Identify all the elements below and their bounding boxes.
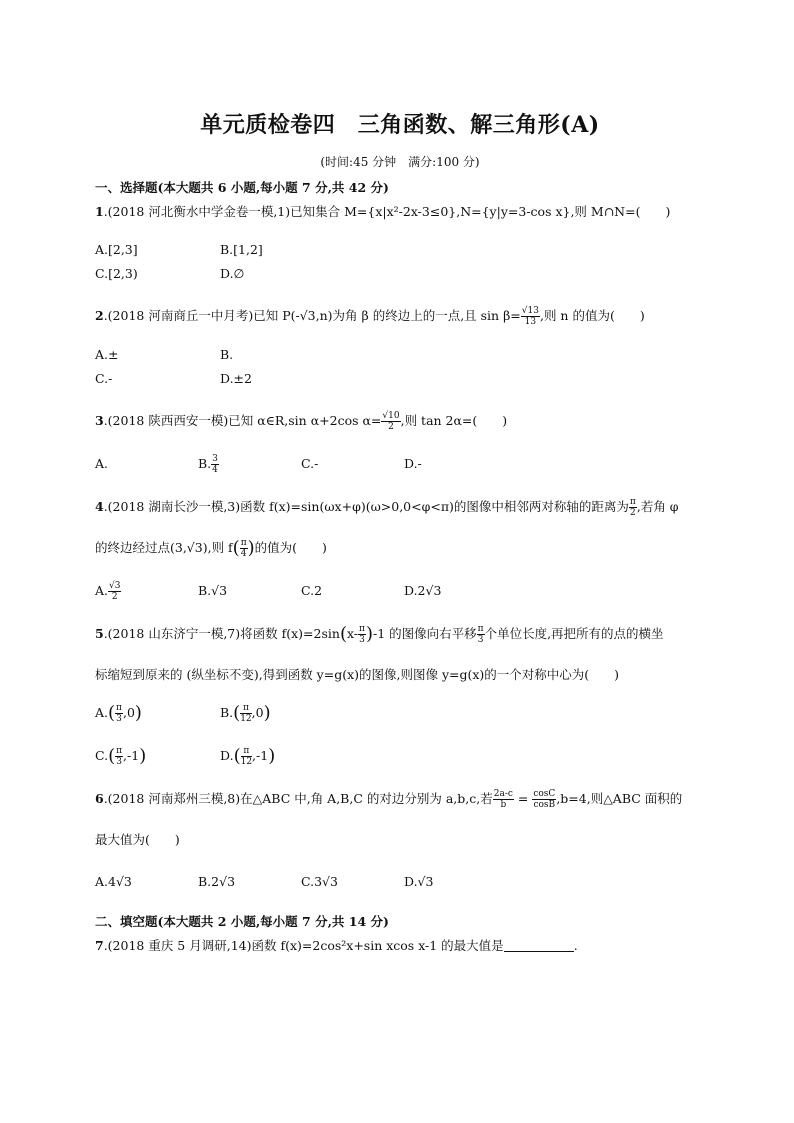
question-text: .(2018 河南商丘一中月考)已知 P(-√3,n)为角 β 的终边上的一点,且 sin β= — [103, 308, 521, 323]
fraction: $\frac{\pi}{12}$ — [240, 746, 253, 767]
option-a: A.± — [95, 347, 119, 362]
question-number: 4 — [95, 499, 104, 514]
question-text-tail: ,若角 φ — [636, 499, 679, 514]
option-d: D.- — [404, 456, 422, 471]
fraction: $\frac{\pi}{4}$ — [240, 538, 247, 559]
question-text: .(2018 河南郑州三模,8)在△ABC 中,角 A,B,C 的对边分别为 a,b,c,若 — [103, 791, 493, 806]
option-d: D.∅ — [220, 266, 245, 281]
option-b: B. $\frac{3}{4}$ — [198, 454, 218, 475]
question-text: .(2018 湖南长沙一模,3)函数 f(x)=sin(ωx+φ)(ω>0,0<φ<π)的图像中相邻两对称轴的距离为 — [103, 499, 629, 514]
question-5-line-2: 标缩短到原来的 (纵坐标不变),得到函数 y=g(x)的图像,则图像 y=g(x)的一个对称中心为( ) — [95, 667, 620, 682]
option-a: A.[2,3] — [95, 242, 138, 257]
question-number: 5 — [95, 626, 104, 641]
fraction: $\frac{√10}{2}$ — [382, 411, 400, 432]
question-2-options — [95, 345, 715, 389]
fraction: $\frac{2a-c}{b}$ — [493, 789, 513, 810]
question-4 — [95, 497, 715, 559]
fraction: $\frac{\pi}{3}$ — [116, 703, 122, 724]
question-7: 7.(2018 重庆 5 月调研,14)函数 f(x)=2cos²x+sin xcos x-1 的最大值是 . — [95, 938, 578, 953]
question-number: 3 — [95, 413, 104, 428]
fraction: $\frac{\pi}{3}$ — [359, 624, 365, 645]
fraction: $\frac{\pi}{3}$ — [116, 746, 123, 767]
question-number: 7 — [95, 938, 104, 953]
fraction: $\frac{\pi}{12}$ — [240, 703, 252, 724]
option-b: B.( $\frac{\pi}{12}$ ,0) — [220, 702, 271, 724]
question-number: 1 — [95, 204, 104, 219]
question-3-options — [95, 454, 715, 475]
option-c: C.2 — [301, 583, 323, 598]
exam-page — [95, 108, 715, 956]
question-4-line-2: 的终边经过点(3,√3),则 f( $\frac{\pi}{4}$ )的值为( ) — [95, 537, 327, 559]
question-text: .(2018 陕西西安一模)已知 α∈R,sin α+2cos α= — [103, 413, 382, 428]
question-text-tail: ,则 tan 2α=( ) — [400, 413, 508, 428]
option-c: C.- — [301, 456, 319, 471]
question-2 — [95, 306, 715, 327]
option-b: B.2√3 — [198, 874, 236, 889]
fraction: $\frac{\pi}{2}$ — [629, 497, 636, 518]
fraction: $\frac{\pi}{3}$ — [477, 624, 484, 645]
page-subtitle: (时间:45 分钟 满分:100 分) — [320, 155, 480, 169]
question-3 — [95, 411, 715, 432]
option-b: B. — [220, 347, 234, 362]
option-c: C.3√3 — [301, 874, 338, 889]
option-a: A.( $\frac{\pi}{3}$ ,0) — [95, 702, 142, 724]
option-b: B.[1,2] — [220, 242, 263, 257]
section-heading-1: 一、选择题(本大题共 6 小题,每小题 7 分,共 42 分) — [95, 180, 389, 195]
question-5-options — [95, 703, 715, 767]
page-title: 单元质检卷四 三角函数、解三角形(A) — [200, 112, 600, 138]
question-number: 2 — [95, 308, 104, 323]
option-a: A. $\frac{√3}{2}$ — [95, 581, 121, 602]
fraction: $\frac{3}{4}$ — [212, 454, 218, 475]
question-6-options — [95, 872, 715, 892]
option-c: C.- — [95, 371, 113, 386]
question-1-options — [95, 240, 715, 284]
question-4-options — [95, 581, 715, 602]
option-a: A.4√3 — [95, 874, 132, 889]
question-text-tail: ,则 n 的值为( ) — [539, 308, 645, 323]
option-c: C.[2,3) — [95, 266, 138, 281]
answer-blank[interactable] — [504, 939, 574, 952]
question-5: 5.(2018 山东济宁一模,7)将函数 f(x)=2sin(x- $\frac{\pi}{3}$ )-1 的图像向右平移 $\frac{\pi}{3}$ 个单位长度,再把所有的点的横坐 标缩短到原来的 (纵坐标不变),得到函数 y=g(x)的图像,则图像 y=g(x)的一个对称中心为( ) — [95, 624, 715, 685]
option-b: B.√3 — [198, 583, 228, 598]
option-c: C.( $\frac{\pi}{3}$ ,-1) — [95, 745, 147, 767]
question-text: .(2018 山东济宁一模,7)将函数 f(x)=2sin — [103, 626, 340, 641]
question-text: .(2018 河北衡水中学金卷一模,1)已知集合 M={x|x²-2x-3≤0},N={y|y=3-cos x},则 M∩N=( ) — [103, 204, 671, 219]
option-d: D.2√3 — [404, 583, 442, 598]
fraction: $\frac{√13}{13}$ — [521, 306, 539, 327]
question-text: .(2018 重庆 5 月调研,14)函数 f(x)=2cos²x+sin xcos x-1 的最大值是 — [103, 938, 504, 953]
question-1 — [95, 202, 715, 222]
question-number: 6 — [95, 791, 104, 806]
option-d: D.√3 — [404, 874, 434, 889]
section-heading-2: 二、填空题(本大题共 2 小题,每小题 7 分,共 14 分) — [95, 914, 389, 929]
option-d: D.±2 — [220, 371, 252, 386]
option-d: D.( $\frac{\pi}{12}$ ,-1) — [220, 745, 276, 767]
question-6: 6.(2018 河南郑州三模,8)在△ABC 中,角 A,B,C 的对边分别为 a,b,c,若 $\frac{2a-c}{b}$ = $\frac{\cos C}{\cos B}$ ,b=4,则△ABC 面积的 最大值为( ) — [95, 789, 715, 850]
fraction: $\frac{√3}{2}$ — [109, 581, 121, 602]
option-a: A. — [95, 456, 109, 471]
fraction: $\frac{\cos C}{\cos B}$ — [533, 789, 556, 810]
question-6-line-2: 最大值为( ) — [95, 832, 180, 847]
